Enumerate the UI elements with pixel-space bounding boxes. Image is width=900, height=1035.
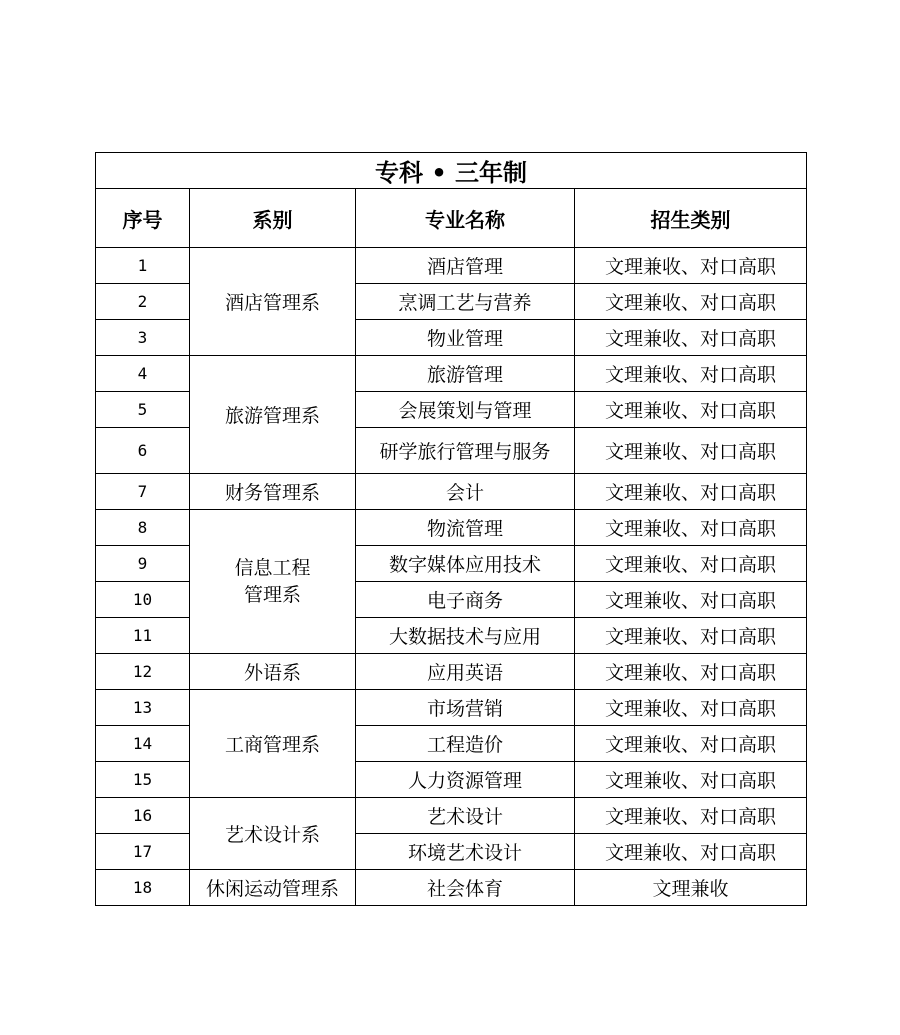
enrollment-category: 文理兼收、对口高职	[575, 474, 807, 510]
department-cell: 工商管理系	[190, 690, 356, 798]
department-name-line-1: 信息工程	[234, 556, 311, 579]
row-number: 16	[96, 798, 190, 834]
header-department: 系别	[190, 189, 356, 248]
major-name: 物流管理	[356, 510, 575, 546]
row-number: 11	[96, 618, 190, 654]
department-cell: 艺术设计系	[190, 798, 356, 870]
major-name: 人力资源管理	[356, 762, 575, 798]
row-number: 4	[96, 356, 190, 392]
major-name: 艺术设计	[356, 798, 575, 834]
major-name: 旅游管理	[356, 356, 575, 392]
major-name: 会计	[356, 474, 575, 510]
row-number: 14	[96, 726, 190, 762]
major-name: 电子商务	[356, 582, 575, 618]
enrollment-category: 文理兼收、对口高职	[575, 356, 807, 392]
table-row	[96, 474, 807, 510]
department-cell: 旅游管理系	[190, 356, 356, 474]
department-cell: 财务管理系	[190, 474, 356, 510]
header-index: 序号	[96, 189, 190, 248]
row-number: 6	[96, 428, 190, 474]
major-name: 应用英语	[356, 654, 575, 690]
row-number: 13	[96, 690, 190, 726]
enrollment-category: 文理兼收、对口高职	[575, 320, 807, 356]
table-row	[96, 654, 807, 690]
row-number: 15	[96, 762, 190, 798]
major-name: 酒店管理	[356, 248, 575, 284]
row-number: 12	[96, 654, 190, 690]
header-category: 招生类别	[575, 189, 807, 248]
row-number: 3	[96, 320, 190, 356]
enrollment-category: 文理兼收、对口高职	[575, 546, 807, 582]
enrollment-category: 文理兼收、对口高职	[575, 392, 807, 428]
table-title: 专科 • 三年制	[96, 153, 807, 189]
table-title-row	[96, 153, 807, 189]
row-number: 17	[96, 834, 190, 870]
enrollment-category: 文理兼收、对口高职	[575, 248, 807, 284]
row-number: 7	[96, 474, 190, 510]
enrollment-category: 文理兼收、对口高职	[575, 510, 807, 546]
department-cell: 酒店管理系	[190, 248, 356, 356]
table-row	[96, 870, 807, 906]
row-number: 9	[96, 546, 190, 582]
enrollment-category: 文理兼收、对口高职	[575, 582, 807, 618]
department-name-line-2: 管理系	[243, 583, 301, 606]
table-row	[96, 798, 807, 834]
major-name: 烹调工艺与营养	[356, 284, 575, 320]
enrollment-category: 文理兼收、对口高职	[575, 762, 807, 798]
major-name: 物业管理	[356, 320, 575, 356]
department-cell	[190, 510, 356, 654]
major-name: 市场营销	[356, 690, 575, 726]
enrollment-category: 文理兼收、对口高职	[575, 428, 807, 474]
major-name: 工程造价	[356, 726, 575, 762]
enrollment-category: 文理兼收	[575, 870, 807, 906]
enrollment-table	[95, 152, 807, 906]
table-row	[96, 248, 807, 284]
major-name: 大数据技术与应用	[356, 618, 575, 654]
header-major: 专业名称	[356, 189, 575, 248]
row-number: 5	[96, 392, 190, 428]
table-row	[96, 356, 807, 392]
major-name: 社会体育	[356, 870, 575, 906]
major-name: 数字媒体应用技术	[356, 546, 575, 582]
table-row	[96, 510, 807, 546]
enrollment-category: 文理兼收、对口高职	[575, 834, 807, 870]
row-number: 18	[96, 870, 190, 906]
table-row	[96, 690, 807, 726]
major-name: 环境艺术设计	[356, 834, 575, 870]
enrollment-category: 文理兼收、对口高职	[575, 798, 807, 834]
major-name: 会展策划与管理	[356, 392, 575, 428]
table-header-row	[96, 189, 807, 248]
enrollment-category: 文理兼收、对口高职	[575, 690, 807, 726]
department-cell: 休闲运动管理系	[190, 870, 356, 906]
row-number: 1	[96, 248, 190, 284]
department-cell: 外语系	[190, 654, 356, 690]
enrollment-category: 文理兼收、对口高职	[575, 618, 807, 654]
row-number: 8	[96, 510, 190, 546]
row-number: 10	[96, 582, 190, 618]
enrollment-category: 文理兼收、对口高职	[575, 654, 807, 690]
row-number: 2	[96, 284, 190, 320]
enrollment-category: 文理兼收、对口高职	[575, 284, 807, 320]
major-name: 研学旅行管理与服务	[356, 428, 575, 474]
enrollment-category: 文理兼收、对口高职	[575, 726, 807, 762]
